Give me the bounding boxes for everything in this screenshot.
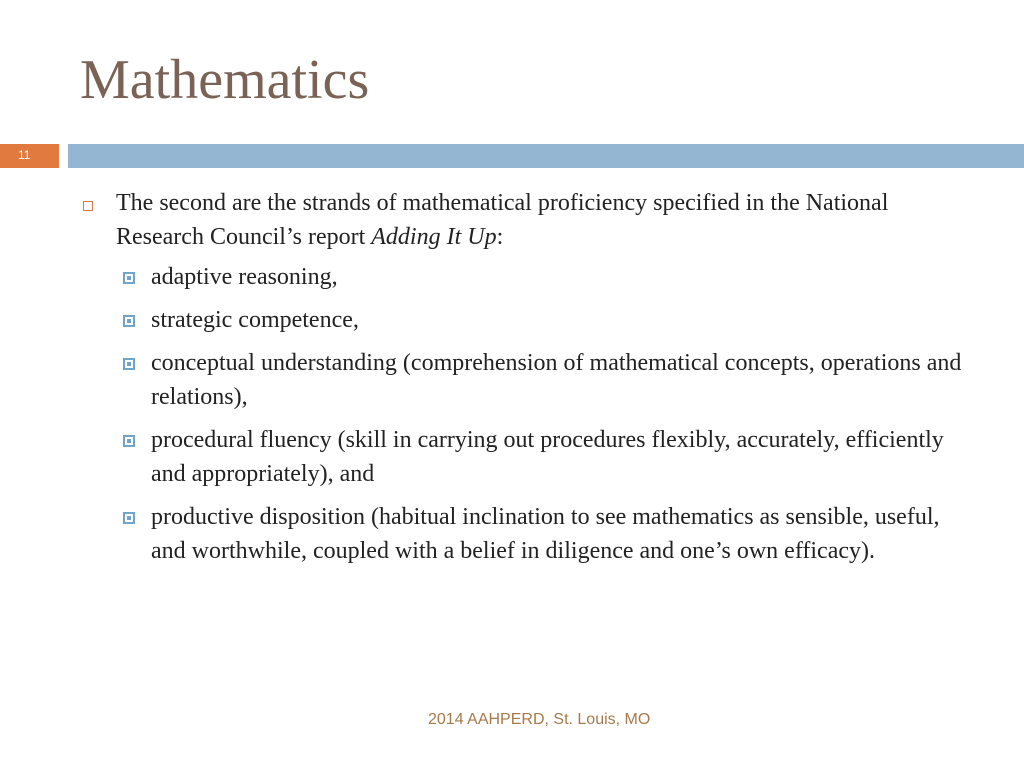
slide-number: 11: [18, 148, 31, 162]
strand-procedural-fluency: procedural fluency (skill in carrying out procedures flexibly, accurately, efficiently and appropriately), and: [151, 427, 944, 487]
list-item: [151, 260, 980, 294]
main-bullet-colon: :: [496, 224, 504, 250]
list-item: [151, 500, 980, 568]
square-bullet-icon: [123, 435, 135, 447]
square-bullet-icon: [123, 358, 135, 370]
list-item: [151, 423, 980, 491]
strand-conceptual-understanding: conceptual understanding (comprehension of mathematical concepts, operations and relations),: [151, 350, 962, 410]
list-item: [151, 346, 980, 414]
report-title: Adding It Up: [371, 224, 497, 250]
slide-title: Mathematics: [80, 49, 370, 111]
strand-strategic-competence: strategic competence,: [151, 307, 359, 333]
slide-footer: 2014 AAHPERD, St. Louis, MO: [428, 711, 651, 728]
square-bullet-icon: [123, 512, 135, 524]
square-bullet-icon: [123, 272, 135, 284]
hollow-square-bullet-icon: [83, 201, 93, 211]
slide-body: [80, 186, 980, 577]
main-bullet: [80, 186, 980, 254]
list-item: [151, 303, 980, 337]
strand-productive-disposition: productive disposition (habitual inclination to see mathematics as sensible, useful, and worthwhile, coupled with a belief in diligence and one’s own efficacy).: [151, 504, 940, 564]
square-bullet-icon: [123, 315, 135, 327]
header-divider-bar: [68, 144, 1024, 168]
main-bullet-text: The second are the strands of mathematical proficiency specified in the National Research Council’s report: [116, 190, 889, 250]
strand-adaptive-reasoning: adaptive reasoning,: [151, 264, 338, 290]
